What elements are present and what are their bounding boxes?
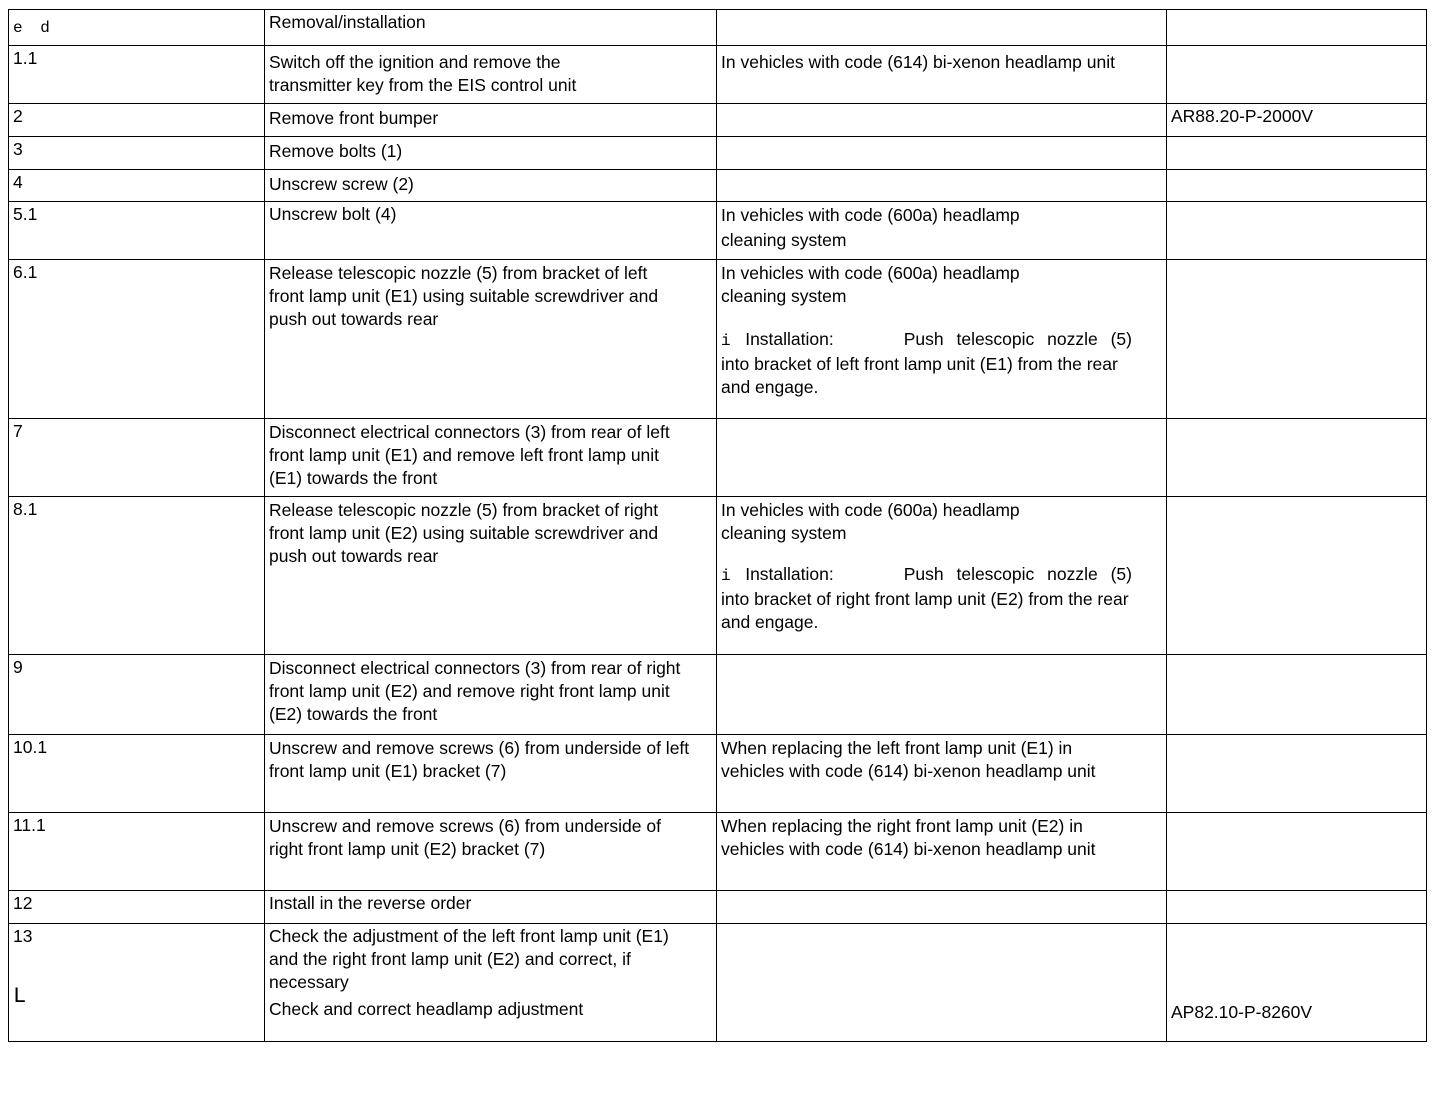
step-number: 12 (9, 891, 265, 924)
ref-cell (1167, 170, 1427, 202)
action-text (265, 170, 717, 202)
note-line: In vehicles with code (600a) headlamp cleaning system (721, 263, 1020, 306)
ref-cell (1167, 46, 1427, 104)
action-line: Remove front bumper (269, 108, 439, 128)
ref-cell (1167, 497, 1427, 655)
note-line: In vehicles with code (600a) headlamp cleaning system (721, 205, 1020, 250)
table-row (9, 46, 1427, 104)
action-text (265, 813, 717, 891)
note-line: When replacing the left front lamp unit (E1) in vehicles with code (614) bi-xenon headlamp unit (721, 738, 1096, 781)
info-label: Installation: (745, 564, 834, 584)
info-text-a: Push telescopic nozzle (5) (903, 329, 1132, 349)
table-row (9, 924, 1427, 1042)
ref-cell (1167, 655, 1427, 735)
table-row (9, 170, 1427, 202)
step-number: 5.1 (9, 202, 265, 260)
installation-info (721, 563, 1162, 588)
note-text (717, 735, 1167, 813)
note-cell (717, 104, 1167, 137)
step-number: 11.1 (9, 813, 265, 891)
table-row (9, 260, 1427, 419)
step-number: 3 (9, 137, 265, 170)
action-text (265, 735, 717, 813)
note-text (717, 260, 1167, 419)
info-text-b: into bracket of right front lamp unit (E2) from the rear and engage. (721, 589, 1129, 632)
installation-info (721, 328, 1162, 353)
step-number: 6.1 (9, 260, 265, 419)
ref-cell (1167, 137, 1427, 170)
action-line: Disconnect electrical connectors (3) from rear of right front lamp unit (E2) and remove right front lamp unit (E2) towards the front (269, 658, 681, 724)
action-line: Check the adjustment of the left front lamp unit (E1) and the right front lamp unit (E2) and correct, if necessary (269, 926, 669, 992)
info-head (721, 563, 834, 588)
table-row (9, 202, 1427, 260)
ref-link[interactable]: AP82.10-P-8260V (1171, 1002, 1313, 1022)
table-row (9, 813, 1427, 891)
note-cell (717, 419, 1167, 497)
note-line: In vehicles with code (600a) headlamp cleaning system (721, 500, 1020, 543)
action-text (265, 497, 717, 655)
step-number: 10.1 (9, 735, 265, 813)
header-row (9, 10, 1427, 46)
ref-cell (1167, 735, 1427, 813)
step-number: 1.1 (9, 46, 265, 104)
procedure-table (8, 9, 1427, 1042)
header-note-cell (717, 10, 1167, 46)
step-number: 4 (9, 170, 265, 202)
header-ref-cell (1167, 10, 1427, 46)
action-line: Disconnect electrical connectors (3) from rear of left front lamp unit (E1) and remove left front lamp unit (E1) towards the front (269, 422, 670, 488)
action-text (265, 924, 717, 1042)
note-text (717, 813, 1167, 891)
step-number: 2 (9, 104, 265, 137)
action-line: Release telescopic nozzle (5) from bracket of left front lamp unit (E1) using suitable screwdriver and push out towards rear (269, 263, 659, 329)
note-text (717, 497, 1167, 655)
note-cell (717, 891, 1167, 924)
action-text (265, 137, 717, 170)
step-number: 7 (9, 419, 265, 497)
info-head (721, 328, 834, 353)
info-label: Installation: (745, 329, 834, 349)
info-icon: i (721, 567, 731, 585)
ref-cell (1167, 419, 1427, 497)
action-line: Unscrew screw (2) (269, 174, 414, 194)
table-row (9, 419, 1427, 497)
sub-action-line: Check and correct headlamp adjustment (269, 999, 584, 1019)
action-line: Unscrew and remove screws (6) from underside of right front lamp unit (E2) bracket (7) (269, 816, 661, 859)
info-text-a: Push telescopic nozzle (5) (903, 564, 1132, 584)
note-line: When replacing the right front lamp unit (E2) in vehicles with code (614) bi-xenon headlamp unit (721, 816, 1096, 859)
ref-cell (1167, 924, 1427, 1042)
ref-link[interactable]: AR88.20-P-2000V (1167, 104, 1427, 137)
note-text (717, 46, 1167, 104)
ref-cell (1167, 813, 1427, 891)
step-number: 9 (9, 655, 265, 735)
info-text-b: into bracket of left front lamp unit (E1) from the rear and engage. (721, 354, 1118, 397)
action-line: Remove bolts (1) (269, 141, 403, 161)
note-text (717, 202, 1167, 260)
table-row (9, 891, 1427, 924)
table-row (9, 104, 1427, 137)
info-icon: i (721, 332, 731, 350)
ref-cell (1167, 891, 1427, 924)
action-line: Release telescopic nozzle (5) from bracket of right front lamp unit (E2) using suitable screwdriver and push out towards rear (269, 500, 659, 566)
note-cell (717, 170, 1167, 202)
table-row (9, 137, 1427, 170)
action-text: Unscrew bolt (4) (265, 202, 717, 260)
substep-arrow-icon: L (13, 984, 27, 1009)
step-glyph-icon: e d (13, 19, 54, 37)
table-row (9, 497, 1427, 655)
action-text (265, 260, 717, 419)
table-row (9, 735, 1427, 813)
note-cell (717, 924, 1167, 1042)
step-number: 8.1 (9, 497, 265, 655)
table-row (9, 655, 1427, 735)
note-cell (717, 137, 1167, 170)
note-cell (717, 655, 1167, 735)
header-step-cell (9, 10, 265, 46)
ref-cell (1167, 260, 1427, 419)
action-text (265, 419, 717, 497)
ref-cell (1167, 202, 1427, 260)
note-line: In vehicles with code (614) bi-xenon headlamp unit (721, 52, 1115, 72)
action-text (265, 46, 717, 104)
action-text (265, 655, 717, 735)
action-text: Install in the reverse order (265, 891, 717, 924)
action-text (265, 104, 717, 137)
header-title: Removal/installation (265, 10, 717, 46)
step-number: 13 (13, 926, 33, 946)
action-line: Unscrew and remove screws (6) from underside of left front lamp unit (E1) bracket (7) (269, 738, 690, 781)
action-line: Switch off the ignition and remove the transmitter key from the EIS control unit (269, 52, 577, 95)
step-cell (9, 924, 265, 1042)
